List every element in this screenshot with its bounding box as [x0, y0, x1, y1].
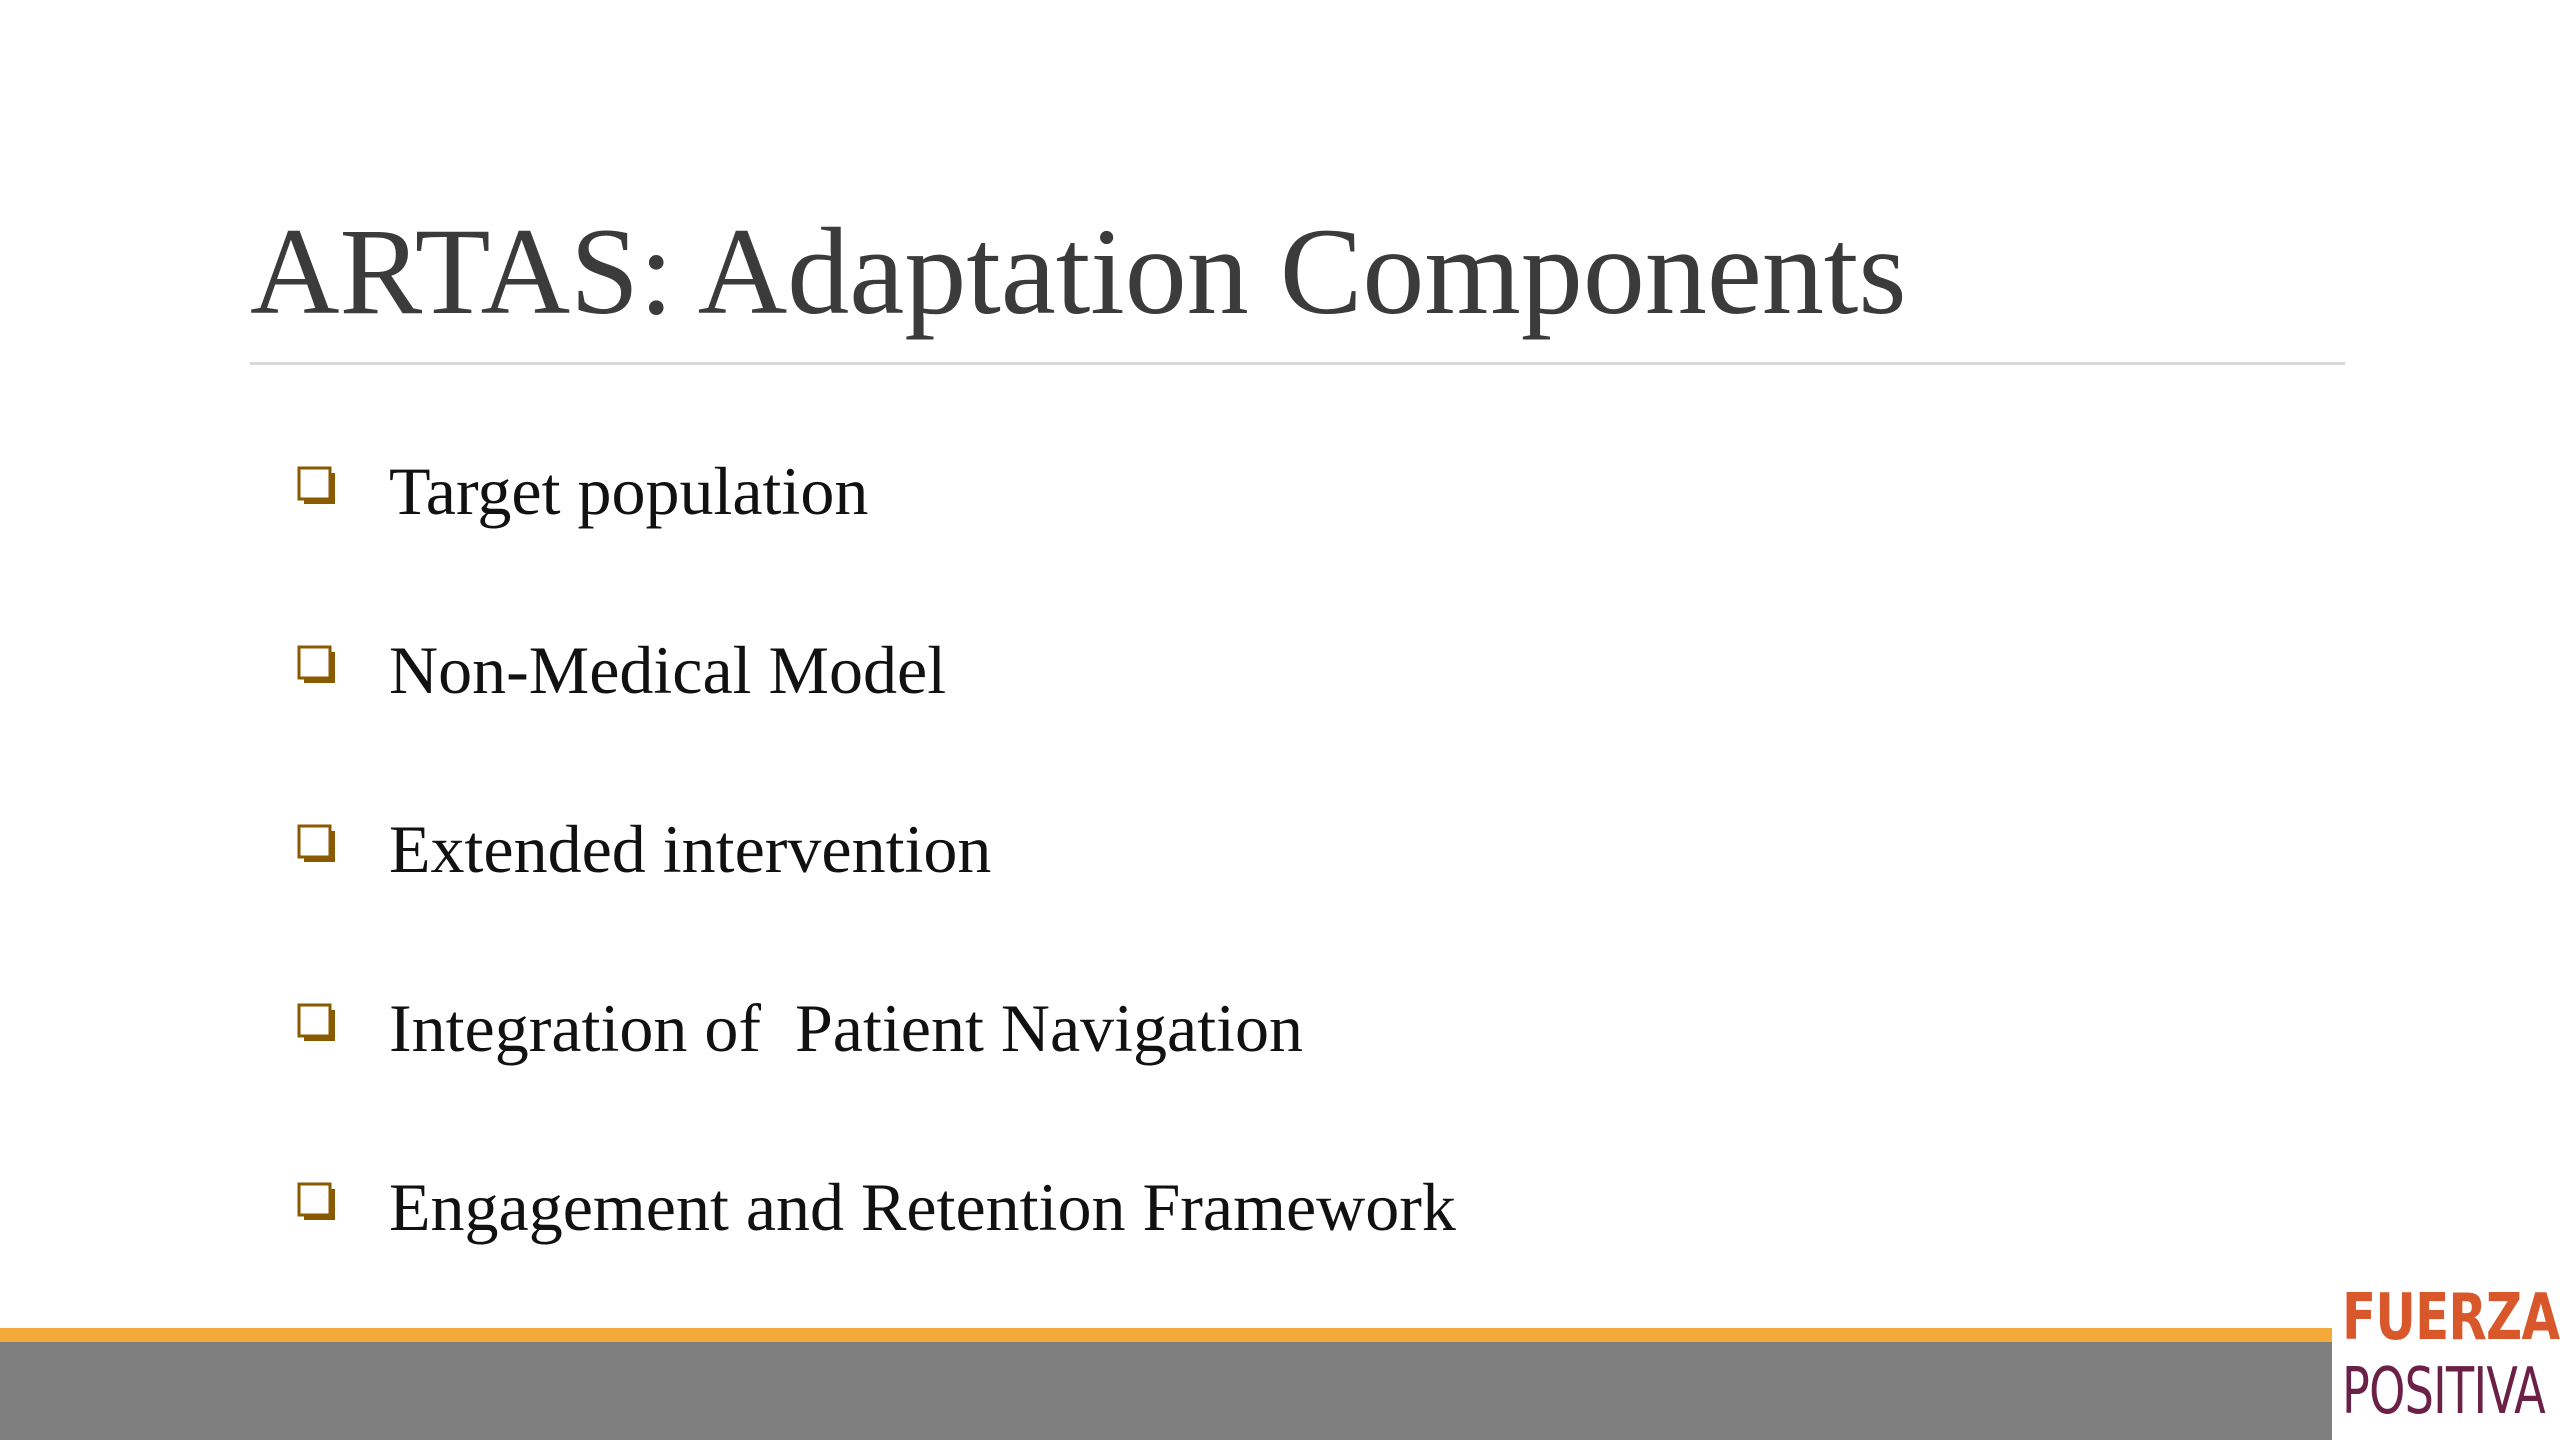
footer-bar — [0, 1342, 2332, 1440]
checkbox-icon — [297, 824, 337, 864]
title-divider — [250, 362, 2345, 365]
brand-logo-line1: FUERZA — [2342, 1281, 2560, 1355]
bullet-label: Target population — [389, 453, 869, 529]
checkbox-icon — [297, 466, 337, 506]
footer-accent-stripe — [0, 1328, 2332, 1342]
brand-logo-line2: POSITIVA — [2342, 1355, 2545, 1429]
checkbox-icon — [297, 1182, 337, 1222]
bullet-label: Non-Medical Model — [389, 632, 947, 708]
brand-logo — [2342, 1281, 2560, 1440]
bullet-label: Integration of Patient Navigation — [389, 990, 1303, 1066]
bullet-label: Engagement and Retention Framework — [389, 1169, 1456, 1245]
slide-title: ARTAS: Adaptation Components — [250, 203, 1907, 340]
checkbox-icon — [297, 645, 337, 685]
checkbox-icon — [297, 1003, 337, 1043]
bullet-label: Extended intervention — [389, 811, 992, 887]
